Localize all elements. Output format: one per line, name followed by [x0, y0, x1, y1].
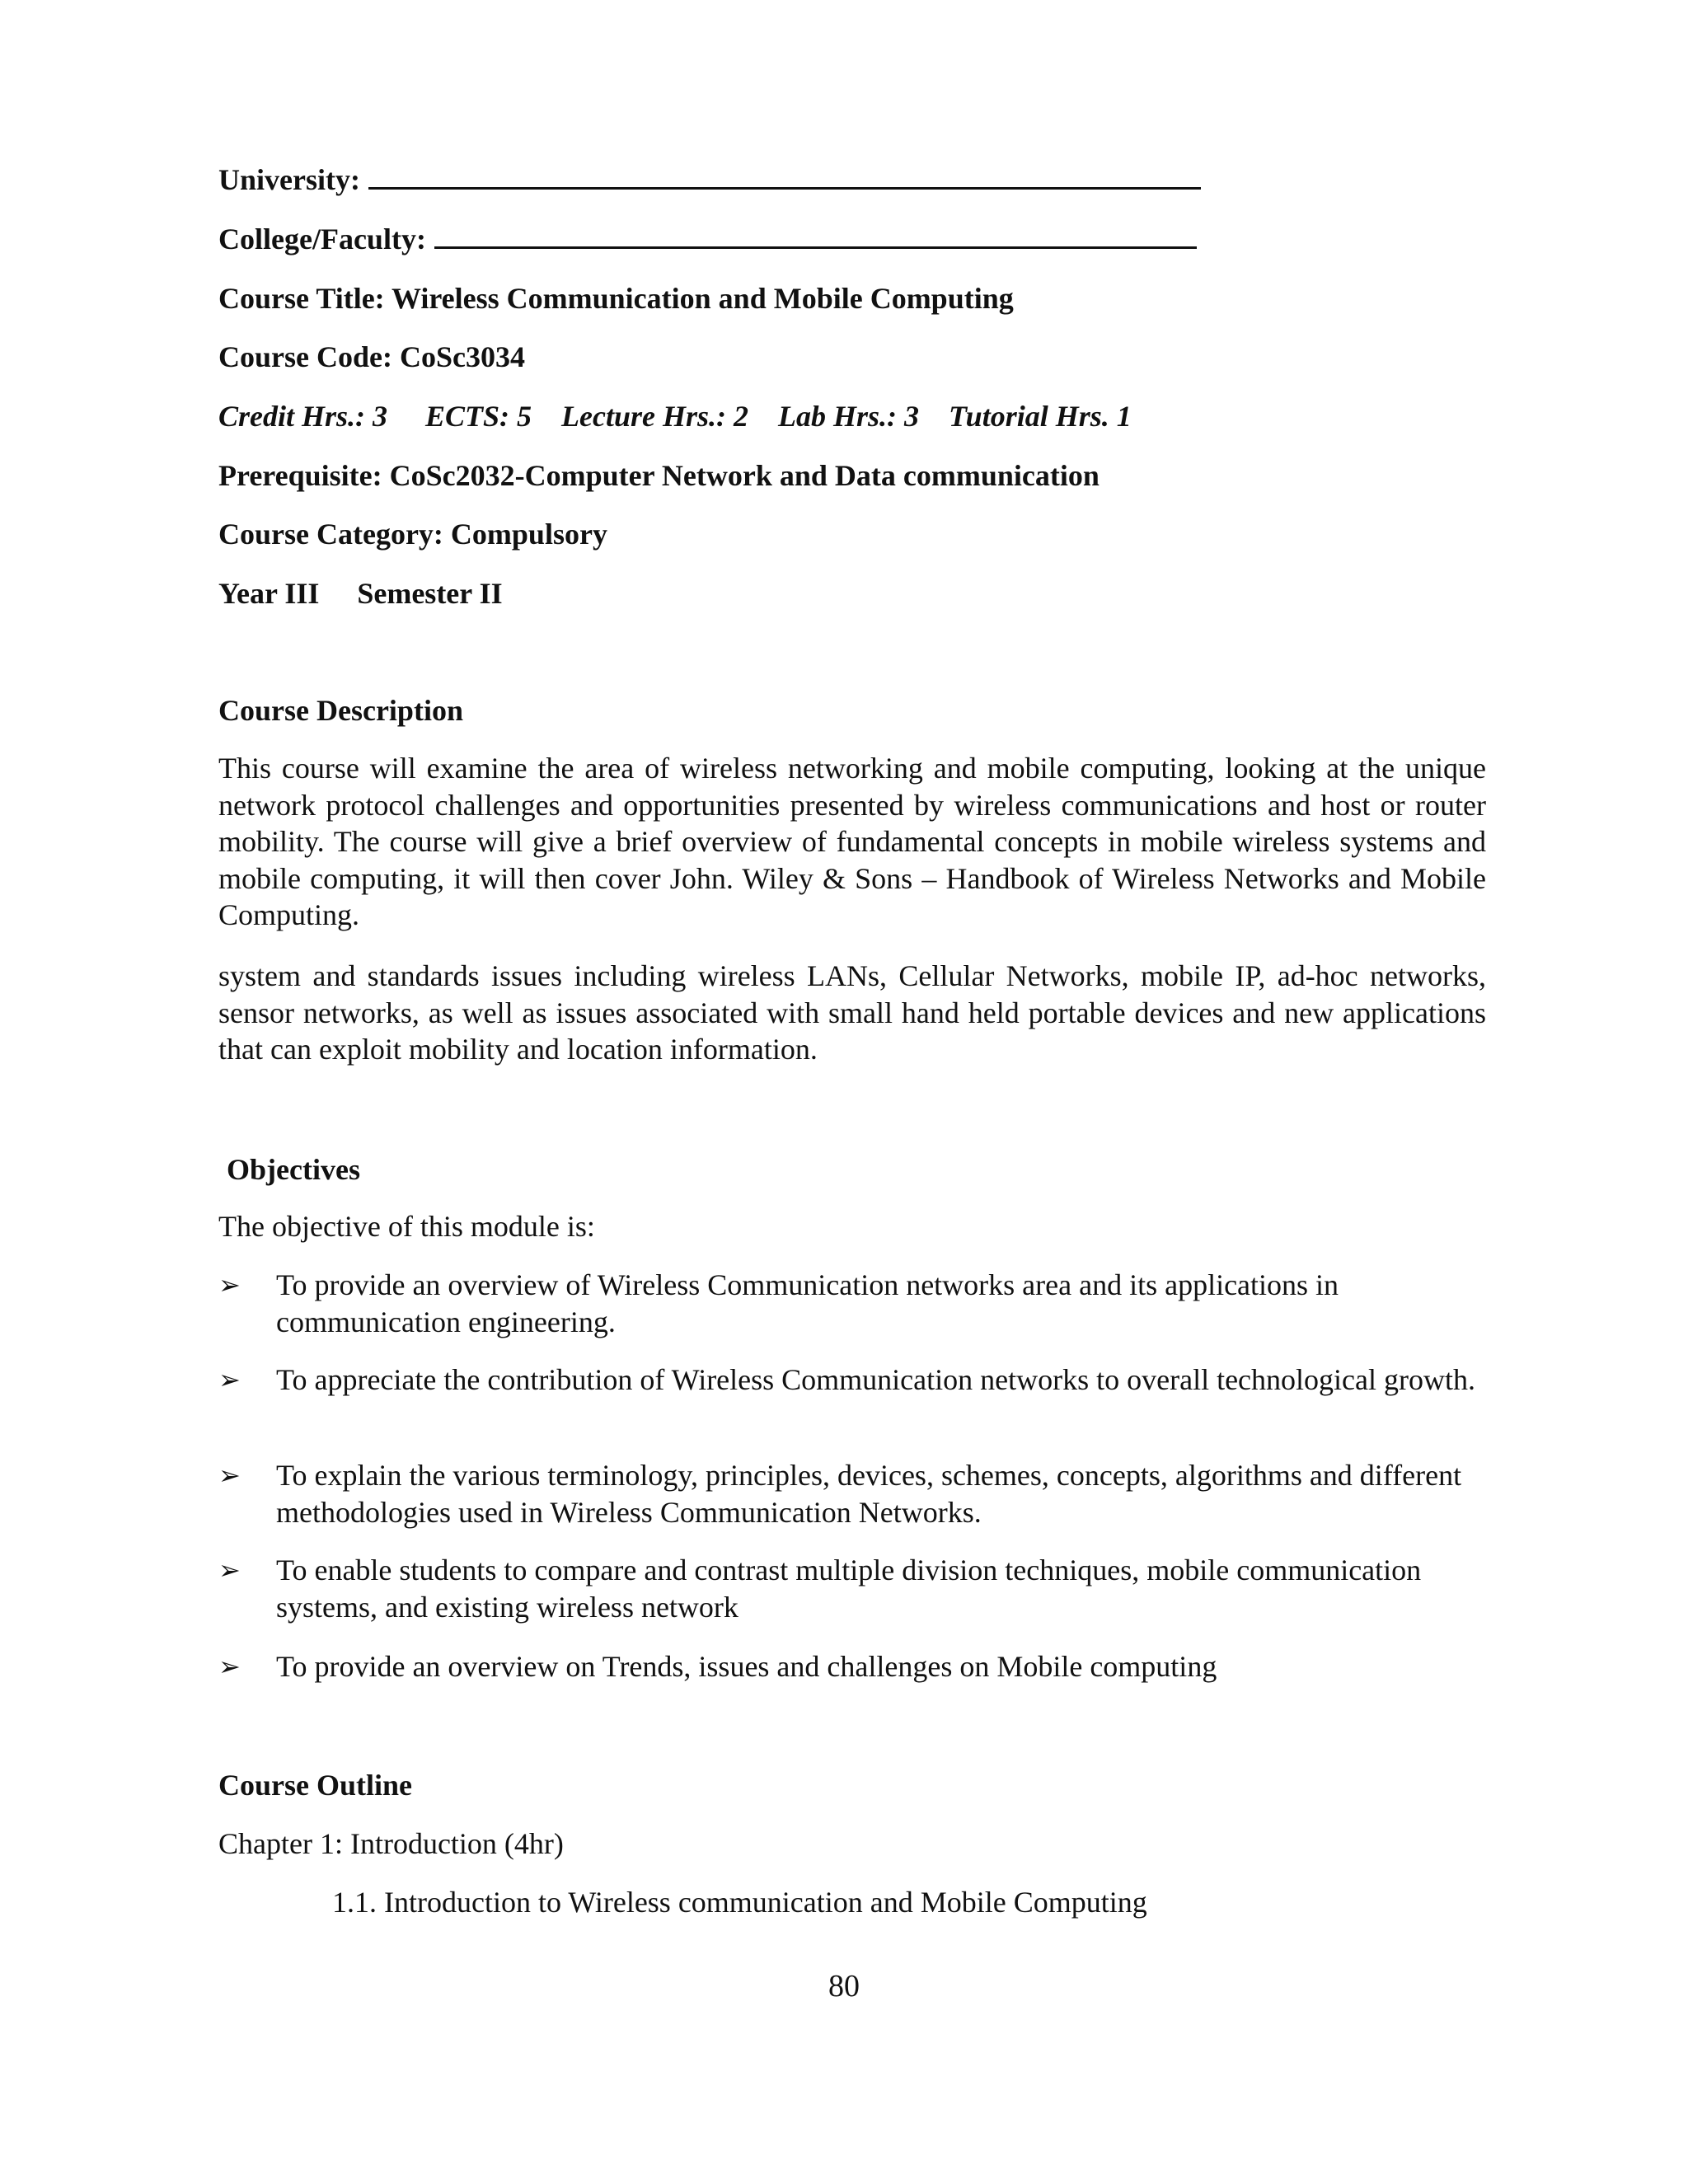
university-field — [218, 162, 1201, 198]
objective-text: To provide an overview of Wireless Communication networks area and its applications in communication engineering. — [276, 1268, 1339, 1338]
objective-text: To enable students to compare and contrast multiple division techniques, mobile communication systems, and existing wireless network — [276, 1554, 1422, 1624]
credit-hrs: Credit Hrs.: 3 — [218, 400, 388, 433]
course-description-paragraph-2: system and standards issues including wireless LANs, Cellular Networks, mobile IP, ad-hoc networks, sensor networks, as well as issues associated with small hand held portable devices and new applications that can exploit mobility and location information. — [218, 959, 1486, 1066]
arrow-bullet-icon: ➢ — [218, 1364, 241, 1395]
college-label: College/Faculty: — [218, 223, 426, 255]
objective-text: To explain the various terminology, principles, devices, schemes, concepts, algorithms and different methodologies used in Wireless Communication Networks. — [276, 1459, 1462, 1529]
credit-hours-row — [218, 398, 1132, 434]
university-label: University: — [218, 163, 360, 196]
arrow-bullet-icon: ➢ — [218, 1460, 241, 1491]
objectives-heading: Objectives — [227, 1153, 360, 1186]
prerequisite: Prerequisite: CoSc2032-Computer Network and Data communication — [218, 459, 1100, 492]
chapter-1-title: Chapter 1: Introduction (4hr) — [218, 1827, 564, 1860]
ects: ECTS: 5 — [425, 400, 532, 433]
course-description-paragraph-1: This course will examine the area of wireless networking and mobile computing, looking at the unique network protocol challenges and opportunities presented by wireless communications and host or router mobility. The course will give a brief overview of fundamental concepts in mobile wireless systems and mobile computing, it will then cover John. Wiley & Sons – Handbook of Wireless Networks and Mobile Computing. — [218, 752, 1486, 931]
arrow-bullet-icon: ➢ — [218, 1554, 241, 1586]
course-description-heading: Course Description — [218, 694, 463, 727]
college-field — [218, 221, 1197, 257]
course-outline-heading: Course Outline — [218, 1769, 413, 1802]
university-blank-line — [368, 162, 1201, 190]
tutorial-hrs: Tutorial Hrs. 1 — [949, 400, 1132, 433]
course-title: Course Title: Wireless Communication and Mobile Computing — [218, 282, 1014, 315]
course-category: Course Category: Compulsory — [218, 518, 607, 551]
section-1-1: 1.1. Introduction to Wireless communication and Mobile Computing — [332, 1886, 1147, 1919]
arrow-bullet-icon: ➢ — [218, 1269, 241, 1301]
page-number: 80 — [828, 1969, 860, 2004]
lecture-hrs: Lecture Hrs.: 2 — [561, 400, 749, 433]
objectives-intro: The objective of this module is: — [218, 1210, 595, 1243]
arrow-bullet-icon: ➢ — [218, 1651, 241, 1682]
course-code: Course Code: CoSc3034 — [218, 340, 525, 373]
semester: Semester II — [357, 577, 503, 610]
objective-text: To provide an overview on Trends, issues and challenges on Mobile computing — [276, 1650, 1217, 1683]
lab-hrs: Lab Hrs.: 3 — [778, 400, 920, 433]
objective-text: To appreciate the contribution of Wireless Communication networks to overall technological growth. — [276, 1363, 1475, 1396]
year: Year III — [218, 577, 320, 610]
college-blank-line — [434, 222, 1197, 249]
year-semester-row — [218, 575, 503, 612]
